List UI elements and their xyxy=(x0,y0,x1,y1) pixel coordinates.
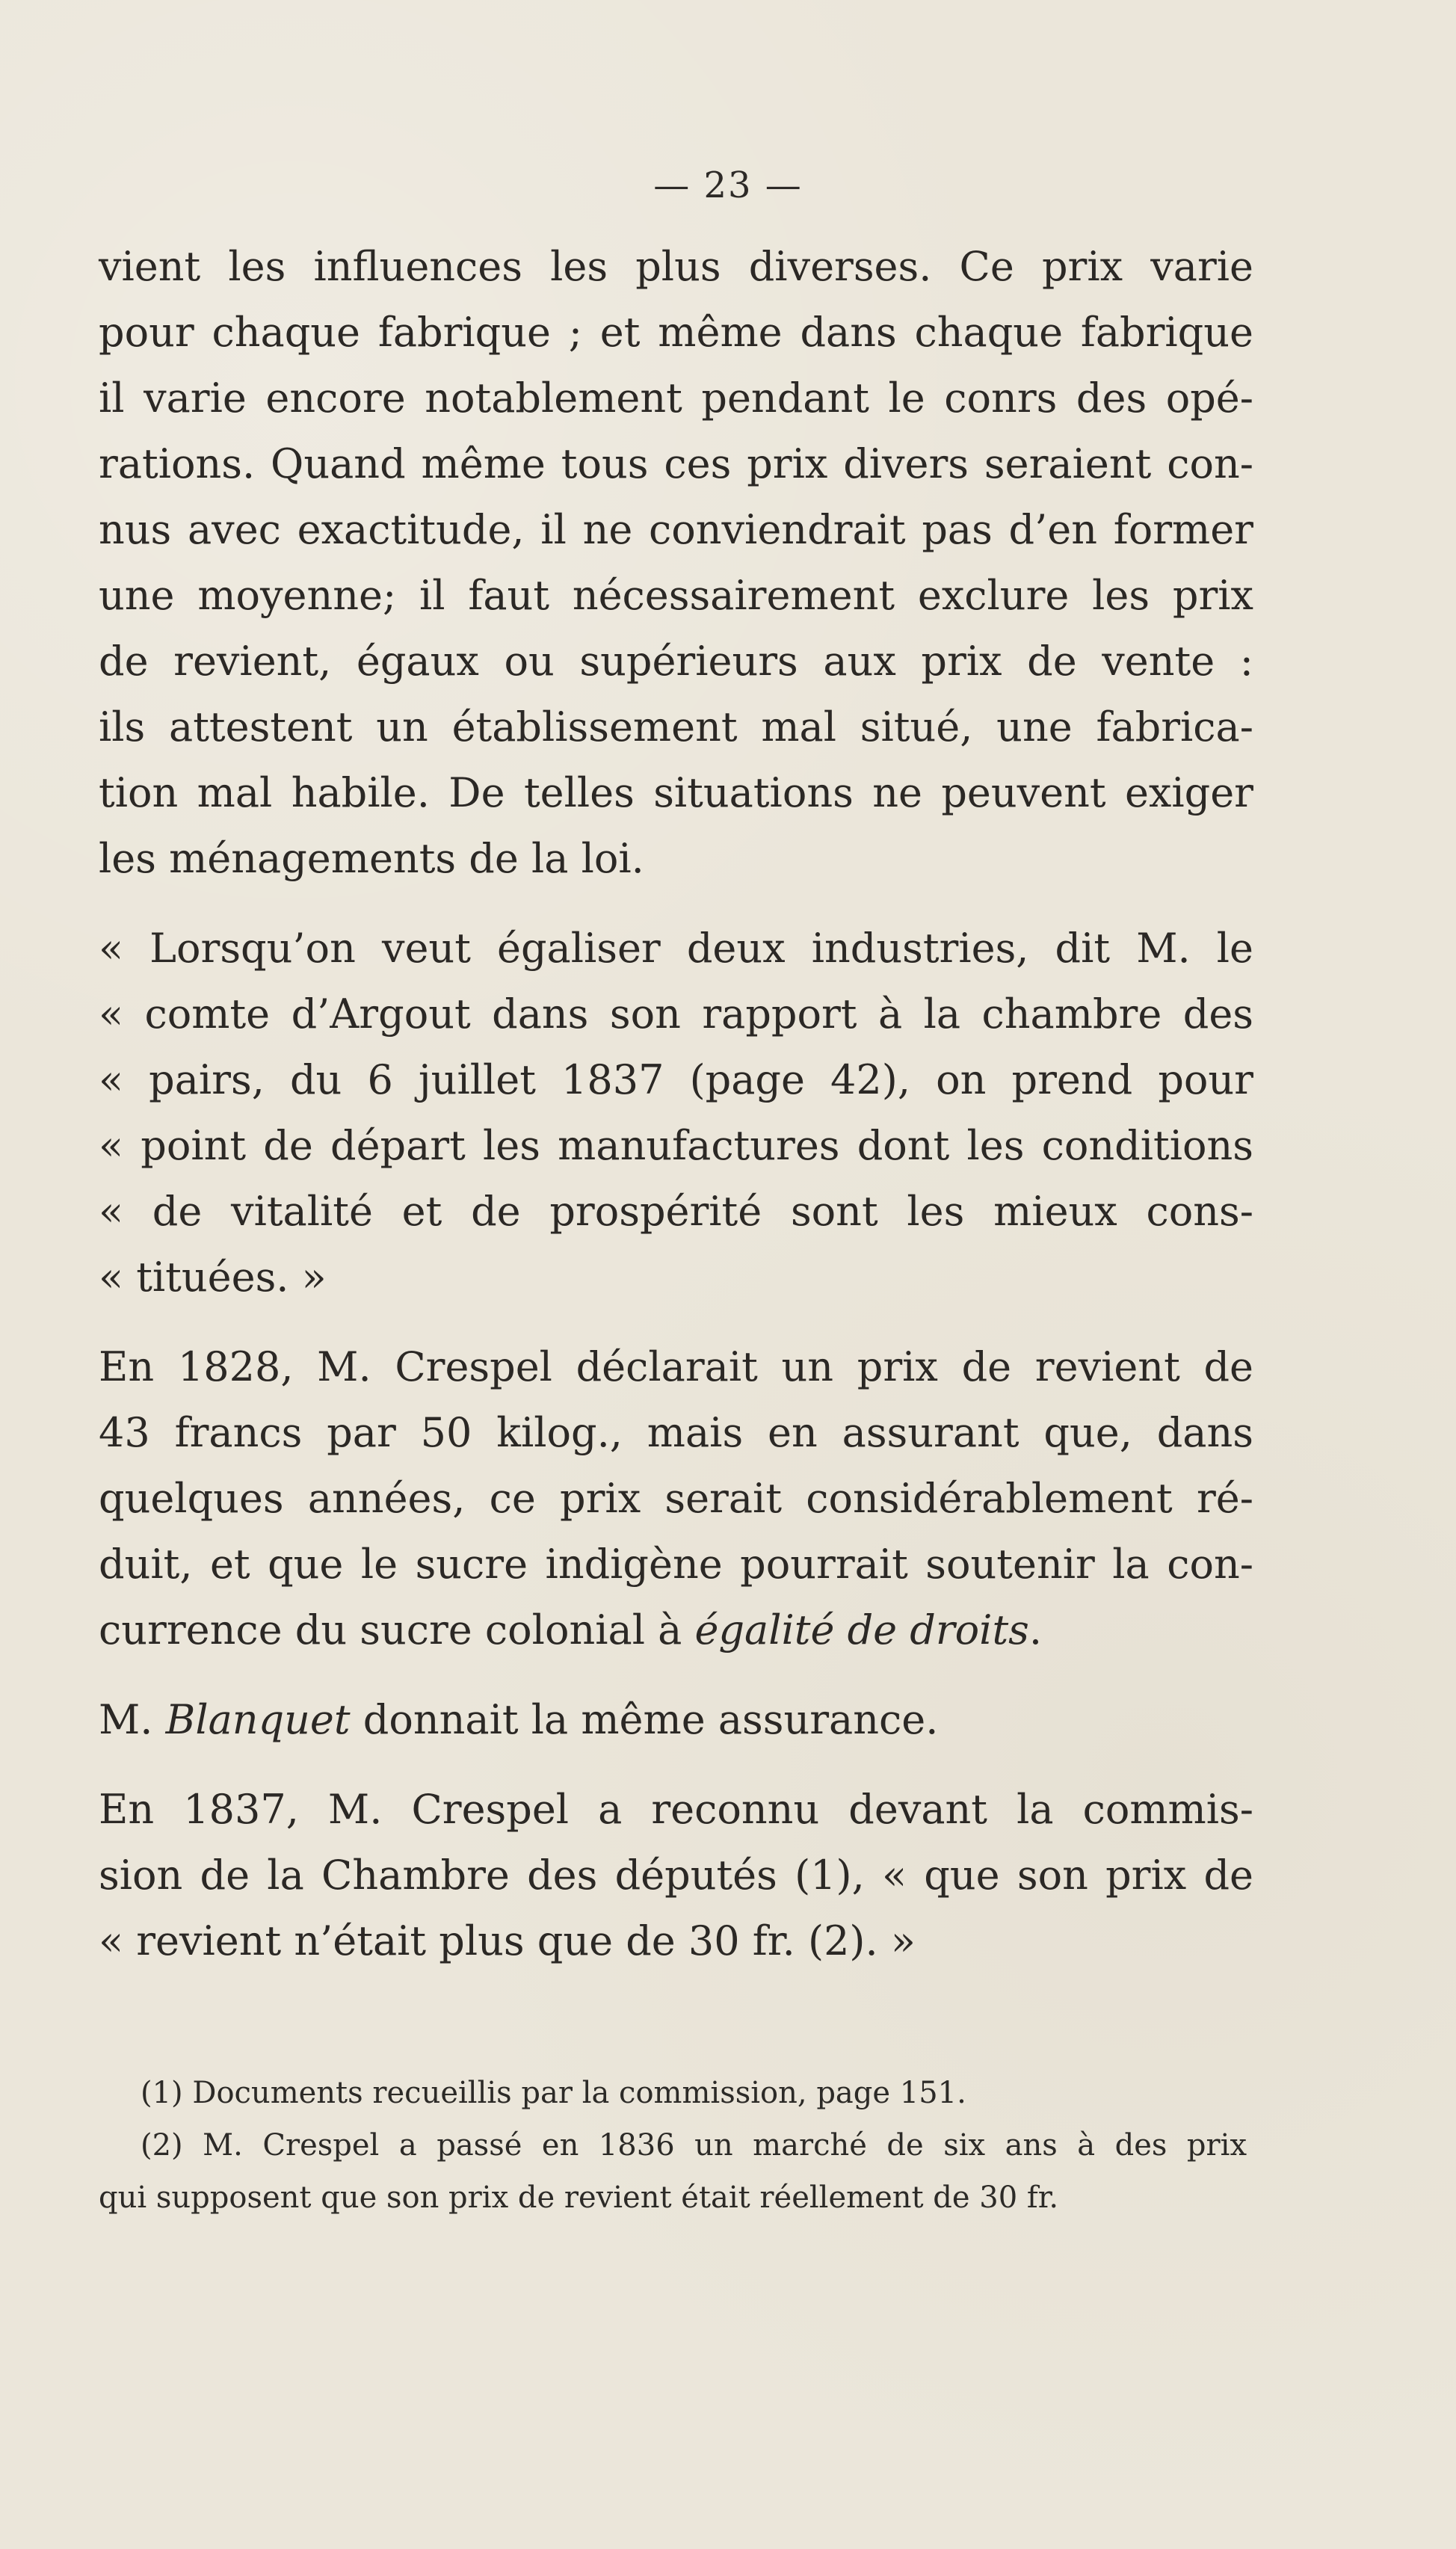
text-line-10: les ménagements de la loi. xyxy=(99,835,644,882)
quote-line-3: « pairs, du 6 juillet 1837 (page 42), on prend pour xyxy=(99,1056,1253,1103)
text-line-12: 43 francs par 50 kilog., mais en assurant que, dans xyxy=(99,1409,1253,1456)
text-line-3: il varie encore notablement pendant le conrs des opé- xyxy=(99,375,1253,422)
footnote-1: (1) Documents recueillis par la commission, page 151. xyxy=(141,2076,966,2110)
blanquet-name: Blanquet xyxy=(165,1696,351,1743)
text-line-4: rations. Quand même tous ces prix divers seraient con- xyxy=(99,440,1253,487)
text-line-14: duit, et que le sucre indigène pourrait soutenir la con- xyxy=(99,1541,1253,1588)
text-line-15-part-3: . xyxy=(1028,1606,1043,1653)
text-line-11: En 1828, M. Crespel déclarait un prix de revient de xyxy=(99,1343,1253,1390)
egalite-de-droits: égalité de droits xyxy=(694,1606,1029,1653)
text-line-18: sion de la Chambre des députés (1), « que son prix de xyxy=(99,1852,1253,1899)
text-line-16-part-3: donnait la même assurance. xyxy=(363,1696,939,1743)
text-line-7: de revient, égaux ou supérieurs aux prix de vente : xyxy=(99,638,1253,685)
text-line-6: une moyenne; il faut nécessairement exclure les prix xyxy=(99,572,1253,619)
quote-line-2: « comte d’Argout dans son rapport à la chambre des xyxy=(99,990,1253,1038)
quote-line-4: « point de départ les manufactures dont les conditions xyxy=(99,1122,1253,1169)
text-line-16 xyxy=(99,1696,1253,1743)
footnote-3: qui supposent que son prix de revient était réellement de 30 fr. xyxy=(99,2180,1059,2215)
text-line-9: tion mal habile. De telles situations ne peuvent exiger xyxy=(99,769,1253,816)
text-line-2: pour chaque fabrique ; et même dans chaque fabrique xyxy=(99,309,1253,356)
text-line-17: En 1837, M. Crespel a reconnu devant la commis- xyxy=(99,1786,1253,1833)
footnote-2: (2) M. Crespel a passé en 1836 un marché de six ans à des prix xyxy=(141,2128,1247,2163)
text-line-5: nus avec exactitude, il ne conviendrait pas d’en former xyxy=(99,506,1253,553)
text-line-1: vient les influences les plus diverses. Ce prix varie xyxy=(99,243,1253,290)
text-line-15-part-1: currence du sucre colonial à xyxy=(99,1606,682,1653)
text-line-15 xyxy=(99,1606,1253,1653)
text-line-8: ils attestent un établissement mal situé, une fabrica- xyxy=(99,703,1253,750)
quote-line-1: « Lorsqu’on veut égaliser deux industries, dit M. le xyxy=(99,925,1253,972)
text-line-19: « revient n’était plus que de 30 fr. (2). » xyxy=(99,1917,916,1964)
text-line-13: quelques années, ce prix serait considérablement ré- xyxy=(99,1475,1253,1522)
text-line-16-part-1: M. xyxy=(99,1696,153,1743)
page-number: — 23 — xyxy=(653,164,803,206)
quote-line-6: « tituées. » xyxy=(99,1254,327,1301)
quote-line-5: « de vitalité et de prospérité sont les mieux cons- xyxy=(99,1188,1253,1235)
